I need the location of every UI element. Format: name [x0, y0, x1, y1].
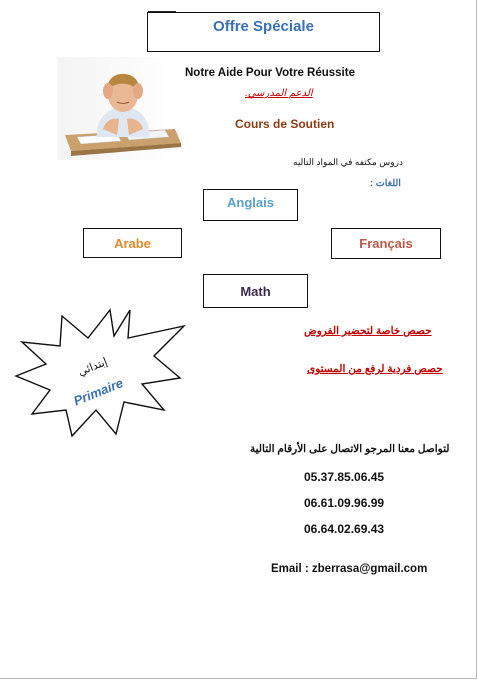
offer-special-sessions-arabic: حصص خاصة لتحضير الفروض [304, 325, 432, 337]
badge-level-primaire: Primaire [71, 375, 126, 409]
languages-arabic-label: اللغات : [370, 178, 401, 189]
primaire-starburst-icon [14, 306, 186, 444]
offer-individual-sessions-arabic: حصص فردية لرفع من المستوى [307, 363, 443, 375]
tagline: Notre Aide Pour Votre Réussite [185, 67, 355, 79]
contact-invite-arabic: لتواصل معنا المرجو الاتصال على الأرقام التالية [250, 443, 450, 455]
email-address: Email : zberrasa@gmail.com [271, 563, 428, 575]
phone-number: 06.61.09.96.99 [304, 496, 385, 510]
cours-de-soutien-label: Cours de Soutien [235, 117, 335, 131]
subject-arabe: Arabe [83, 228, 182, 258]
subject-francais: Français [331, 228, 441, 259]
support-arabic-label: الدعم المدرسي. [245, 88, 313, 99]
subject-math: Math [203, 274, 308, 308]
phone-number: 06.64.02.69.43 [304, 522, 385, 536]
badge-level-arabic: إبتدائي [76, 355, 110, 379]
stressed-child-photo [57, 57, 182, 160]
offer-title: Offre Spéciale [147, 12, 380, 52]
subjects-intro-arabic: دروس مكثفه في المواد التاليه [293, 157, 403, 167]
subject-anglais: Anglais [203, 189, 298, 221]
phone-number: 05.37.85.06.45 [304, 470, 385, 484]
